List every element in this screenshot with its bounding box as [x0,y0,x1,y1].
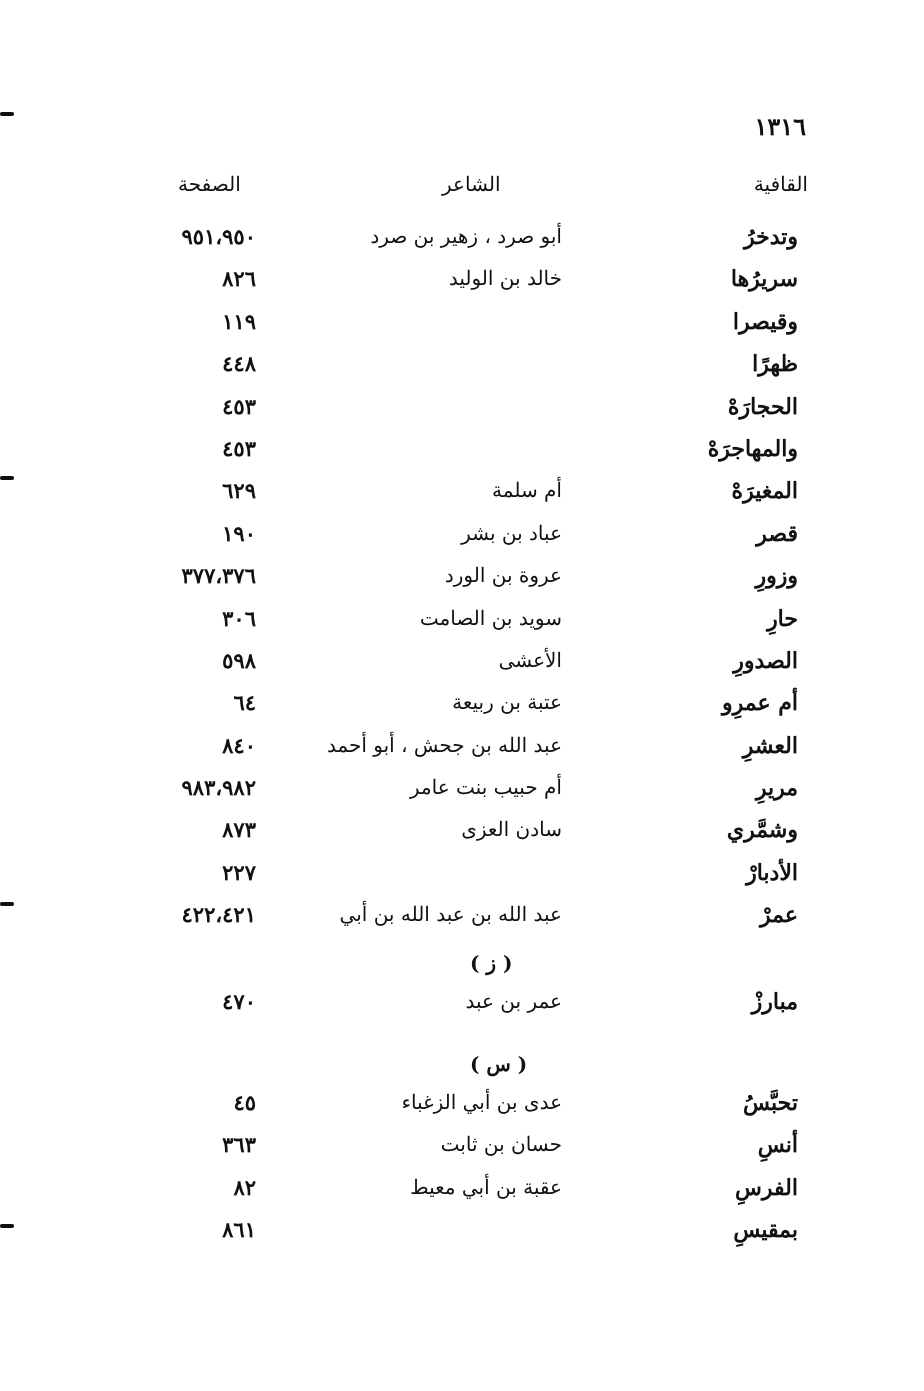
header-page: الصفحة [178,172,241,196]
table-row [0,854,924,896]
section-label: ( ز ) [470,950,513,975]
table-row [0,642,924,684]
page-cell: ٦٤ [233,690,256,716]
page-cell: ٥٩٨ [222,647,256,673]
page-cell: ٨٤٠ [222,732,256,758]
rhyme-cell: وقيصرا [732,308,798,335]
spacer [0,1025,924,1040]
rhyme-cell: المغيرَهْ [731,478,798,505]
table-row [0,983,924,1025]
rhyme-cell: سريرُها [730,266,798,293]
table-row [0,1211,924,1253]
page-cell: ٣٠٦ [222,605,256,631]
table-row [0,896,924,938]
page-cell: ١٩٠ [222,520,256,546]
page-cell: ٨٧٣ [222,817,256,843]
poet-cell: عمر بن عبد [465,988,562,1013]
page-cell: ٤٥ [233,1090,256,1116]
poet-cell: عتبة بن ربيعة [452,690,562,715]
poet-cell: عبد الله بن جحش ، أبو أحمد [326,732,562,757]
page-cell: ٤٢٢،٤٢١ [181,902,256,928]
poet-cell: عروة بن الورد [444,563,562,588]
poet-cell: عبد الله بن عبد الله بن أبي [339,902,562,927]
rhyme-cell: مريرِ [755,775,798,802]
table-row [0,811,924,853]
header-rhyme: القافية [753,172,808,196]
table-row [0,684,924,726]
table-row [0,1084,924,1126]
poet-cell: عدى بن أبي الزغباء [401,1090,562,1115]
rhyme-cell: الصدورِ [733,647,798,674]
margin-mark [0,112,14,116]
page-cell: ١١٩ [222,308,256,334]
header-poet: الشاعر [442,172,501,196]
page-cell: ٤٥٣ [222,393,256,419]
poet-cell: خالد بن الوليد [448,266,562,291]
poet-cell: أم حبيب بنت عامر [409,775,562,800]
rhyme-cell: حارِ [767,605,798,632]
page-cell: ٨٦١ [222,1217,256,1243]
poet-cell: عباد بن بشر [461,520,562,545]
rhyme-cell: الأدبارْ [746,859,798,886]
poet-cell: حسان بن ثابت [440,1132,562,1157]
table-row [0,727,924,769]
rhyme-cell: تحبَّسُ [742,1090,798,1117]
table-row [0,1126,924,1168]
page-cell: ٢٢٧ [222,859,256,885]
table-row [0,557,924,599]
page-cell: ٨٢٦ [222,266,256,292]
poet-cell: عقبة بن أبي معيط [410,1174,562,1199]
rhyme-cell: الفرسِ [735,1174,798,1201]
table-row [0,430,924,472]
page-cell: ٤٧٠ [222,988,256,1014]
rhyme-cell: وشمَّري [726,817,798,844]
rhyme-cell: مبارزْ [751,988,798,1015]
page-cell: ٤٤٨ [222,351,256,377]
poet-cell: سادن العزى [461,817,562,842]
rhyme-cell: بمقيسِ [733,1217,798,1244]
rhyme-cell: العشرِ [742,732,798,759]
page-cell: ٩٨٣،٩٨٢ [181,775,256,801]
poet-cell: أم سلمة [492,478,562,503]
rhyme-cell: الحجارَهْ [727,393,798,420]
page-number: ١٣١٦ [754,112,806,141]
rhyme-cell: أنسِ [757,1132,798,1159]
rhyme-cell: وزورِ [755,563,798,590]
section-heading-s [0,1040,924,1084]
table-row [0,260,924,302]
poet-cell: أبو صرد ، زهير بن صرد [370,224,562,248]
poet-cell: الأعشى [498,647,562,672]
rhyme-cell: ظهرًا [752,351,798,378]
table-row [0,769,924,811]
table-row [0,1169,924,1211]
poet-cell: سويد بن الصامت [419,605,562,630]
section-label: ( س ) [470,1052,528,1077]
index-table [0,218,924,1254]
table-row [0,515,924,557]
page-cell: ٤٥٣ [222,435,256,461]
section-heading-z [0,939,924,983]
table-row [0,600,924,642]
table-row [0,303,924,345]
page-cell: ٦٢٩ [222,478,256,504]
rhyme-cell: والمهاجرَهْ [707,435,798,462]
page-cell: ٣٦٣ [222,1132,256,1158]
page-cell: ٩٥١،٩٥٠ [181,224,256,249]
table-row [0,388,924,430]
table-row [0,345,924,387]
rhyme-cell: قصر [756,520,798,547]
page-cell: ٣٧٧،٣٧٦ [181,563,256,589]
rhyme-cell: أم عمرِو [721,690,798,717]
table-row [0,472,924,514]
page-cell: ٨٢ [233,1174,256,1200]
table-row [0,218,924,260]
rhyme-cell: وتدخرُ [743,224,798,250]
rhyme-cell: عمرْ [760,902,798,929]
